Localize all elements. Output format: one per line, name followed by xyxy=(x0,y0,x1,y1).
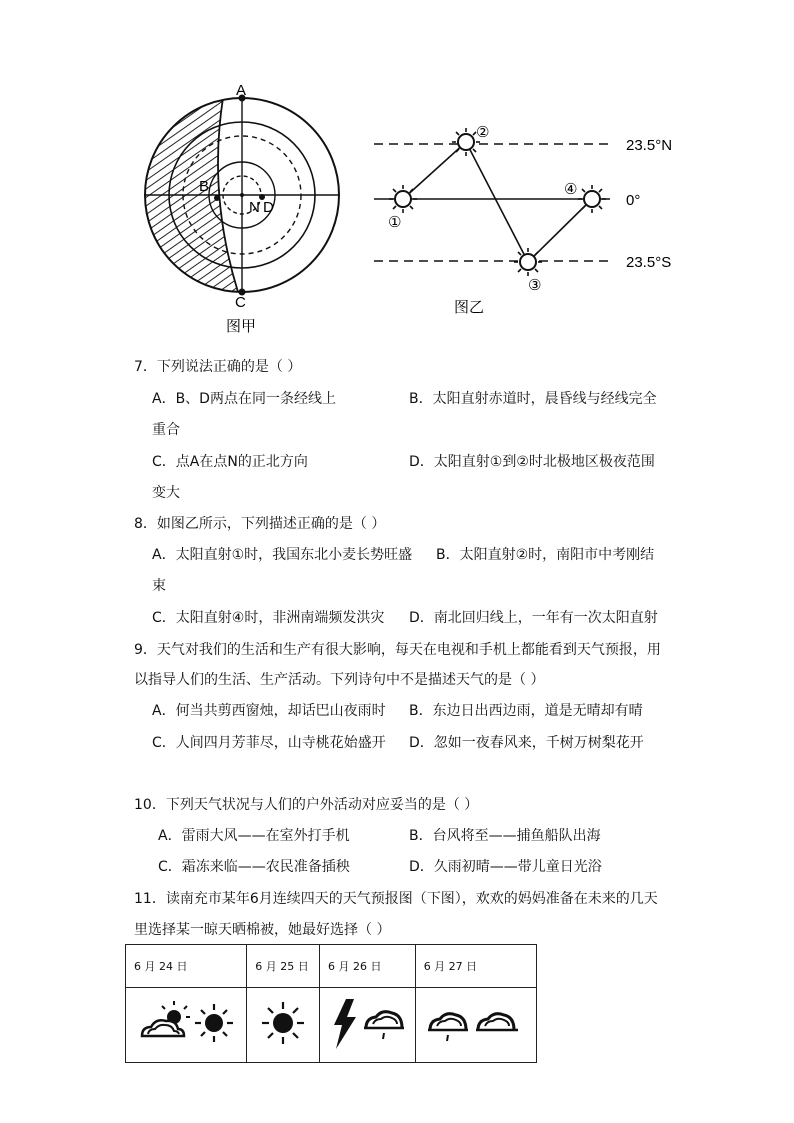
q9-option-c: C．人间四月芳菲尽，山寺桃花始盛开 xyxy=(152,735,386,751)
forecast-icons-day1 xyxy=(126,988,247,1063)
forecast-icons-day4 xyxy=(415,988,536,1063)
question-9-stem: 9．天气对我们的生活和生产有很大影响，每天在电视和手机上都能看到天气预报，用 xyxy=(134,642,661,658)
q7-option-b: B．太阳直射赤道时，晨昏线与经线完全 xyxy=(409,391,657,407)
question-9-stem-cont: 以指导人们的生活、生产活动。下列诗句中不是描述天气的是（ ） xyxy=(134,672,545,688)
partly-cloudy-icon xyxy=(142,1001,190,1036)
lightning-icon xyxy=(334,999,356,1049)
figures-area xyxy=(0,0,794,340)
south-latitude-label: 23.5°S xyxy=(626,254,672,271)
sun-path-line xyxy=(403,142,592,262)
q9-option-d: D．忽如一夜春风来，千树万树梨花开 xyxy=(409,735,644,751)
q9-option-a: A．何当共剪西窗烛，却话巴山夜雨时 xyxy=(152,703,386,719)
question-10-stem: 10．下列天气状况与人们的户外活动对应妥当的是（ ） xyxy=(134,797,479,813)
figure-b-caption: 图乙 xyxy=(454,298,485,316)
forecast-date: 6 月 24 日 xyxy=(126,945,247,988)
q10-option-c: C．霜冻来临——农民准备插秧 xyxy=(158,859,350,875)
forecast-icons-day2 xyxy=(247,988,320,1063)
q7-option-d-cont: 变大 xyxy=(152,485,180,501)
position-1-label: ① xyxy=(388,213,402,231)
equator-label: 0° xyxy=(626,192,641,209)
q7-option-b-cont: 重合 xyxy=(152,422,180,438)
sun-icon xyxy=(195,1004,233,1042)
q10-option-b: B．台风将至——捕鱼船队出海 xyxy=(409,828,601,844)
light-rain-icon xyxy=(364,1012,404,1039)
question-11-stem-cont: 里选择某一晾天晒棉被，她最好选择（ ） xyxy=(134,922,391,938)
figure-b-diagram xyxy=(374,123,672,316)
q10-option-a: A．雷雨大风——在室外打手机 xyxy=(158,828,350,844)
forecast-date: 6 月 26 日 xyxy=(320,945,416,988)
q10-option-d: D．久雨初晴——带儿童日光浴 xyxy=(409,859,602,875)
q8-option-c: C．太阳直射④时，非洲南端频发洪灾 xyxy=(152,610,385,626)
question-8-stem: 8．如图乙所示，下列描述正确的是（ ） xyxy=(134,516,386,532)
north-latitude-label: 23.5°N xyxy=(626,137,673,154)
sun-icon xyxy=(262,1002,304,1044)
q8-option-a: A．太阳直射①时，我国东北小麦长势旺盛 xyxy=(152,547,413,563)
forecast-icons-day3 xyxy=(320,988,416,1063)
q7-option-a: A．B、D两点在同一条经线上 xyxy=(152,391,336,407)
point-c-label: C xyxy=(235,294,246,311)
point-d-label: D xyxy=(263,199,274,216)
question-11-stem: 11．读南充市某年6月连续四天的天气预报图（下图），欢欢的妈妈准备在未来的几天 xyxy=(134,891,658,907)
weather-forecast-table xyxy=(125,944,537,1063)
figure-a-caption: 图甲 xyxy=(226,317,257,335)
point-b-label: B xyxy=(199,178,210,195)
q8-option-d: D．南北回归线上，一年有一次太阳直射 xyxy=(409,610,658,626)
point-a-label: A xyxy=(236,82,247,99)
q9-option-b: B．东边日出西边雨，道是无晴却有晴 xyxy=(409,703,643,719)
figure-a-diagram xyxy=(120,80,339,335)
position-2-label: ② xyxy=(476,123,490,141)
q8-option-b-cont: 束 xyxy=(152,578,166,594)
position-3-label: ③ xyxy=(528,276,542,294)
forecast-date: 6 月 25 日 xyxy=(247,945,320,988)
position-4-label: ④ xyxy=(564,180,578,198)
q7-option-c: C．点A在点N的正北方向 xyxy=(152,454,308,470)
sun-icon xyxy=(514,248,542,276)
light-rain-icon xyxy=(428,1014,468,1041)
question-7-stem: 7．下列说法正确的是（ ） xyxy=(134,359,302,375)
q7-option-d: D．太阳直射①到②时北极地区极夜范围 xyxy=(409,454,655,470)
forecast-date: 6 月 27 日 xyxy=(415,945,536,988)
q8-option-b: B．太阳直射②时，南阳市中考刚结 xyxy=(436,547,655,563)
point-n-label: N xyxy=(249,199,260,216)
overcast-icon xyxy=(476,1014,518,1030)
